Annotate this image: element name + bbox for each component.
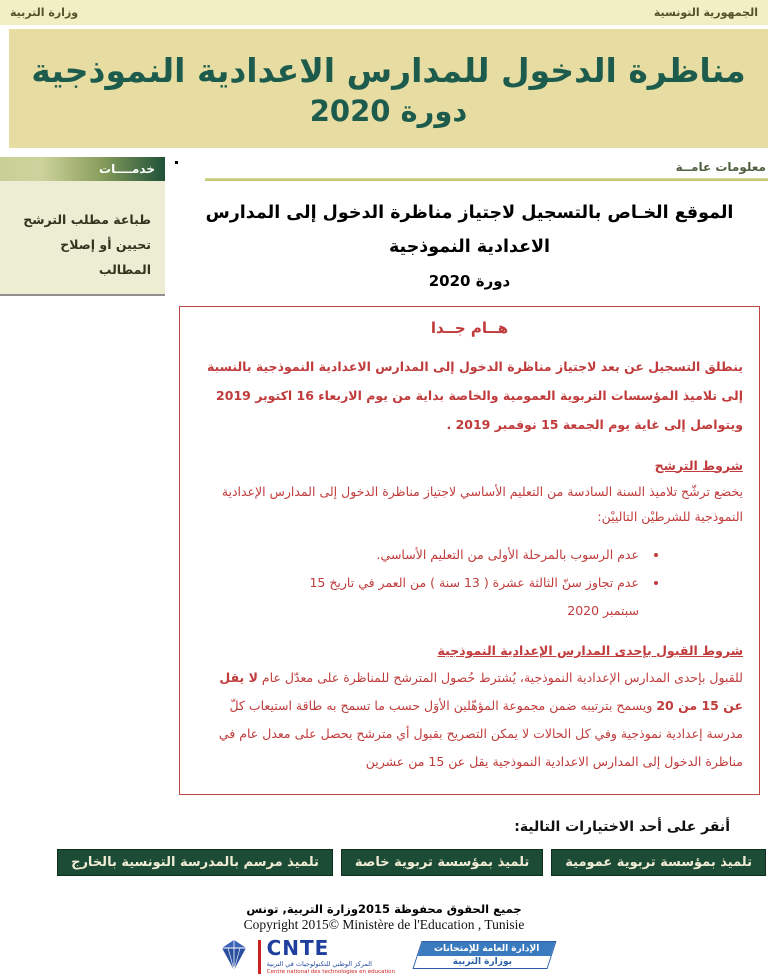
list-marker-dot	[175, 161, 178, 164]
public-school-student-button[interactable]: تلميذ بمؤسسة تربوية عمومية	[551, 849, 766, 876]
exams-badge-line1: الإدارة العامة للإمتحانات	[433, 944, 540, 955]
choices-label: أنقر على أحد الاختيارات التالية:	[514, 819, 730, 836]
services-sidebar	[0, 157, 165, 876]
sidebar-item-update-applications[interactable]: تحيين أو إصلاح المطالب	[60, 237, 151, 277]
cnte-diamond-icon	[216, 940, 252, 974]
choices-row	[71, 849, 766, 876]
banner-session: دورة 2020	[309, 93, 468, 128]
sidebar-item-print-application[interactable]: طباعة مطلب الترشح	[23, 212, 151, 227]
cnte-subtitle-french: Centre national des technologies en éducation	[266, 969, 396, 975]
banner-title: مناظرة الدخول للمدارس الاعدادية النموذجية	[31, 51, 746, 91]
cnte-text	[267, 938, 395, 975]
copyright-arabic: جميع الحقوق محفوظة 2015وزارة التربية, تونس	[246, 902, 522, 917]
republic-label: الجمهورية التونسية	[653, 6, 758, 19]
acceptance-text-bold: لا يقل عن 15 من 20	[219, 669, 743, 713]
private-school-student-button[interactable]: تلميذ بمؤسسة تربوية خاصة	[341, 849, 543, 876]
list-item: • عدم الرسوب بالمرحلة الأولى من التعليم الأساسي.	[278, 541, 643, 569]
acceptance-heading: شروط القبول بإحدى المدارس الإعدادية النموذجية	[437, 642, 743, 658]
top-bar	[0, 0, 768, 25]
conditions-heading: شروط الترشح	[654, 457, 743, 473]
cnte-name: CNTE	[266, 936, 330, 961]
conditions-list	[278, 541, 661, 625]
cnte-divider	[258, 940, 261, 974]
acceptance-text-2: ويسمح بترتيبه ضمن مجموعة المؤهّلين الأوَل حسب ما تسمح به طاقة استيعاب كلّ مدرسة إعدادية نموذجية وفي كل الحالات لا يمكن التصريح بقبول أي مترشح يحصل على معدل عام في مناظرة الدخول إلى المدارس الاعدادية النموذجية يقل عن 15 من عشرين	[218, 698, 743, 770]
footer-logos	[0, 938, 768, 975]
acceptance-text-1: للقبول بإحدى المدارس الإعدادية النموذجية، يُشترط حُصول المترشح للمناظرة على معدّل عام	[257, 669, 743, 685]
notice-intro: ينطلق التسجيل عن بعد لاجتياز مناظرة الدخول إلى المدارس الاعدادية النموذجية بالنسبة إلى تلاميذ المؤسسات التربوية العمومية والخاصة بداية من يوم الاربعاء 16 اكتوبر 2019 ويتواصل إلى غاية يوم الجمعة 15 نوفمبر 2019 .	[206, 359, 743, 432]
important-notice-box	[179, 306, 760, 795]
cnte-subtitle-arabic: المركز الوطني للتكنولوجيات في التربية	[266, 960, 372, 969]
tab-row	[171, 157, 768, 182]
page-title: الموقع الخـاص بالتسجيل لاجتياز مناظرة الدخول إلى المدارس الاعدادية النموذجية	[205, 203, 734, 258]
cnte-logo[interactable]	[216, 938, 395, 975]
abroad-school-student-button[interactable]: تلميذ مرسم بالمدرسة التونسية بالخارج	[57, 849, 333, 876]
exams-badge-line2: بوزارة التربية	[452, 957, 512, 968]
banner	[9, 29, 768, 148]
footer	[0, 902, 768, 975]
content-row	[0, 157, 768, 876]
page-subtitle: دورة 2020	[428, 272, 511, 291]
tab-underline	[205, 178, 768, 181]
services-header: خدمــــات	[0, 157, 165, 181]
services-body	[0, 181, 165, 296]
ministry-label: وزارة التربية	[10, 6, 79, 19]
tab-general-info[interactable]: معلومات عامــة	[675, 160, 766, 174]
notice-heading: هــام جــدا	[430, 319, 509, 338]
exams-administration-logo[interactable]	[412, 941, 556, 969]
conditions-intro: يخضع ترشّح تلاميذ السنة السادسة من التعليم الأساسي لاجتياز مناظرة الدخول إلى المدارس الإعدادية النموذجية للشرطيْن التالييْن:	[221, 483, 743, 524]
list-item: • عدم تجاوز سنّ الثالثة عشرة ( 13 سنة ) من العمر في تاريخ 15 سبتمبر 2020	[278, 569, 643, 625]
copyright-french: Copyright 2015© Ministère de l'Education , Tunisie	[243, 917, 525, 933]
acceptance-paragraph	[196, 664, 743, 777]
